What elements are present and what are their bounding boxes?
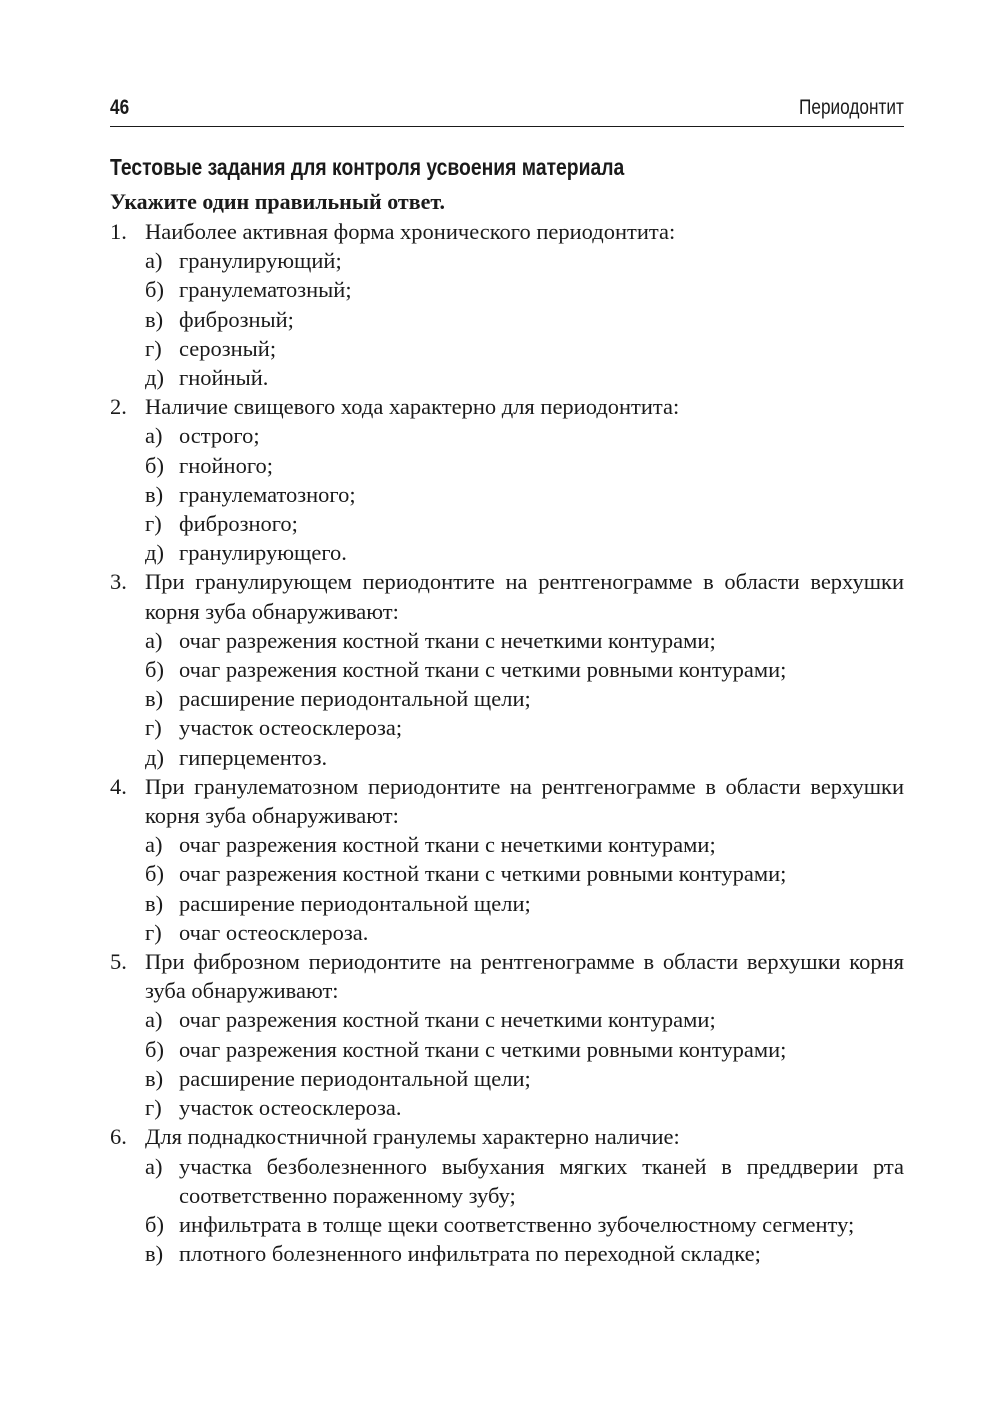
- question-2: [110, 392, 904, 421]
- option-text: участок остеосклероза;: [179, 715, 403, 741]
- question-text: Для поднадкостничной гранулемы характерно наличие:: [145, 1124, 680, 1150]
- question-3: [110, 567, 904, 625]
- answer-option: [110, 421, 904, 450]
- option-label: в): [145, 481, 164, 507]
- option-text: плотного болезненного инфильтрата по переходной складке;: [179, 1241, 761, 1267]
- answer-options: [110, 421, 904, 567]
- page-content: [110, 150, 904, 1268]
- option-text: расширение периодонтальной щели;: [179, 686, 531, 712]
- option-text: фиброзного;: [179, 511, 298, 537]
- option-label: а): [145, 832, 163, 858]
- question-number: 6.: [110, 1124, 127, 1150]
- option-text: гранулирующего.: [179, 540, 347, 566]
- option-label: а): [145, 423, 163, 449]
- option-label: д): [145, 744, 164, 770]
- answer-option: [110, 626, 904, 655]
- option-label: в): [145, 1241, 164, 1267]
- question-number: 2.: [110, 394, 127, 420]
- option-label: а): [145, 627, 163, 653]
- page-number: 46: [110, 96, 130, 119]
- answer-options: [110, 1005, 904, 1122]
- answer-option: [110, 713, 904, 742]
- answer-option: [110, 1035, 904, 1064]
- answer-option: [110, 480, 904, 509]
- option-text: гнойного;: [179, 452, 274, 478]
- answer-options: [110, 830, 904, 947]
- answer-option: [110, 538, 904, 567]
- option-text: очаг разрежения костной ткани с четкими ровными контурами;: [179, 1036, 787, 1062]
- option-label: а): [145, 248, 163, 274]
- option-text: гиперцементоз.: [179, 744, 328, 770]
- answer-option: [110, 509, 904, 538]
- question-number: 3.: [110, 569, 127, 595]
- chapter-title: Периодонтит: [799, 96, 904, 119]
- option-text: серозный;: [179, 335, 277, 361]
- question-list: [110, 217, 904, 1268]
- answer-option: [110, 1064, 904, 1093]
- answer-option: [110, 1210, 904, 1239]
- option-text: очаг разрежения костной ткани с нечеткими контурами;: [179, 1007, 716, 1033]
- question-6: [110, 1122, 904, 1151]
- option-label: а): [145, 1007, 163, 1033]
- option-text: участка безболезненного выбухания мягких тканей в преддверии рта соответственно пораженному зубу;: [179, 1153, 904, 1208]
- option-label: б): [145, 452, 164, 478]
- option-label: б): [145, 657, 164, 683]
- running-header: [110, 96, 904, 127]
- answer-option: [110, 1093, 904, 1122]
- answer-option: [110, 334, 904, 363]
- instruction: Укажите один правильный ответ.: [110, 189, 446, 214]
- answer-option: [110, 743, 904, 772]
- answer-option: [110, 918, 904, 947]
- option-text: фиброзный;: [179, 306, 294, 332]
- option-text: очаг разрежения костной ткани с нечеткими контурами;: [179, 832, 716, 858]
- question-number: 5.: [110, 949, 127, 975]
- answer-option: [110, 363, 904, 392]
- question-text: Наличие свищевого хода характерно для периодонтита:: [145, 394, 680, 420]
- answer-option: [110, 1005, 904, 1034]
- option-label: д): [145, 540, 164, 566]
- option-text: гранулематозного;: [179, 481, 356, 507]
- option-label: в): [145, 306, 164, 332]
- answer-option: [110, 859, 904, 888]
- option-label: б): [145, 1211, 164, 1237]
- option-label: д): [145, 365, 164, 391]
- question-4: [110, 772, 904, 830]
- option-label: г): [145, 1095, 162, 1121]
- option-text: очаг разрежения костной ткани с четкими ровными контурами;: [179, 657, 787, 683]
- option-text: очаг разрежения костной ткани с четкими ровными контурами;: [179, 861, 787, 887]
- option-text: гранулематозный;: [179, 277, 352, 303]
- answer-option: [110, 451, 904, 480]
- option-label: г): [145, 715, 162, 741]
- question-text: Наиболее активная форма хронического периодонтита:: [145, 219, 676, 244]
- option-label: в): [145, 686, 164, 712]
- answer-option: [110, 1152, 904, 1210]
- option-label: г): [145, 919, 162, 945]
- option-text: очаг разрежения костной ткани с нечеткими контурами;: [179, 627, 716, 653]
- question-text: При гранулирующем периодонтите на рентгенограмме в области верхушки корня зуба обнаруживают:: [145, 569, 904, 624]
- answer-option: [110, 655, 904, 684]
- option-label: б): [145, 1036, 164, 1062]
- option-text: гнойный.: [179, 365, 269, 391]
- answer-option: [110, 1239, 904, 1268]
- answer-option: [110, 305, 904, 334]
- answer-option: [110, 830, 904, 859]
- option-text: гранулирующий;: [179, 248, 342, 274]
- question-5: [110, 947, 904, 1005]
- option-label: г): [145, 335, 162, 361]
- option-text: очаг остеосклероза.: [179, 919, 369, 945]
- option-label: г): [145, 511, 162, 537]
- section-title: Тестовые задания для контроля усвоения материала: [110, 154, 625, 180]
- question-number: 1.: [110, 219, 127, 244]
- answer-option: [110, 275, 904, 304]
- option-label: в): [145, 890, 164, 916]
- option-label: а): [145, 1153, 163, 1179]
- answer-options: [110, 626, 904, 772]
- answer-option: [110, 889, 904, 918]
- answer-option: [110, 246, 904, 275]
- answer-options: [110, 1152, 904, 1269]
- question-text: При фиброзном периодонтите на рентгенограмме в области верхушки корня зуба обнаруживают:: [145, 949, 904, 1004]
- option-text: расширение периодонтальной щели;: [179, 1065, 531, 1091]
- option-label: в): [145, 1065, 164, 1091]
- question-text: При гранулематозном периодонтите на рентгенограмме в области верхушки корня зуба обнаруживают:: [145, 773, 904, 829]
- option-text: острого;: [179, 423, 260, 449]
- option-text: инфильтрата в толще щеки соответственно зубочелюстному сегменту;: [179, 1211, 855, 1237]
- option-label: б): [145, 277, 164, 303]
- answer-options: [110, 246, 904, 392]
- option-text: расширение периодонтальной щели;: [179, 890, 531, 916]
- question-1: [110, 217, 904, 246]
- question-number: 4.: [110, 773, 127, 799]
- answer-option: [110, 684, 904, 713]
- option-label: б): [145, 861, 164, 887]
- option-text: участок остеосклероза.: [179, 1095, 402, 1121]
